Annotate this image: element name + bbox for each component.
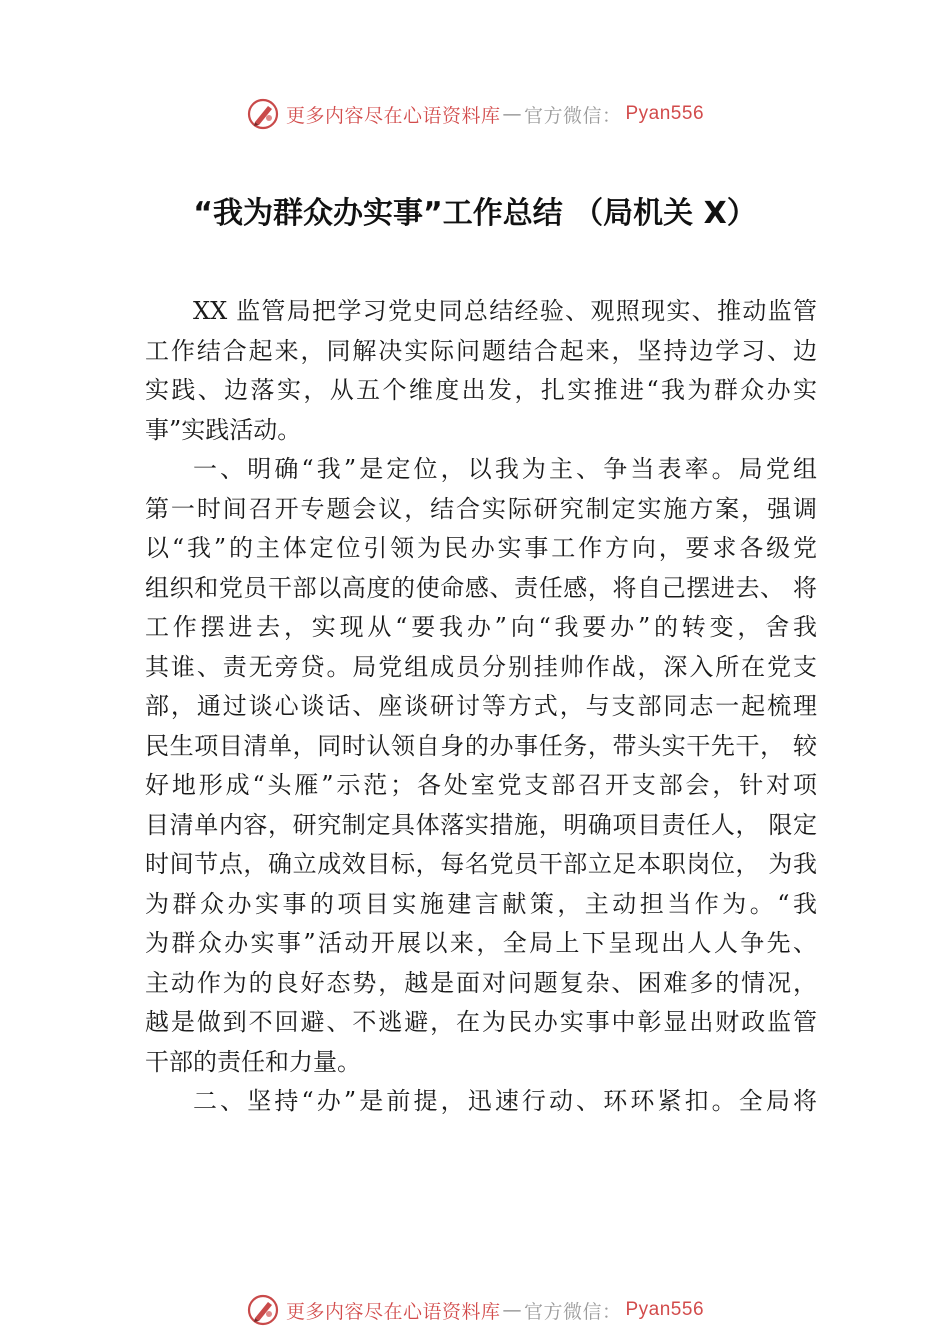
body-line: 时间节点，确立成效目标，每名党员干部立足本职岗位， 为我 [145,850,817,878]
body-line: XX 监管局把学习党史同总结经验、观照现实、推动监管 [193,297,817,325]
header-watermark [0,94,950,134]
body-line: 越是做到不回避、不逃避，在为民办实事中彰显出财政监管 [145,1008,817,1036]
body-line: 二、坚持“办”是前提，迅速行动、环环紧扣。全局将 [193,1087,817,1115]
watermark-main-text: 更多内容尽在心语资料库 [285,104,501,127]
body-line: 工作结合起来，同解决实际问题结合起来，坚持边学习、边 [145,336,817,365]
body-line: 民生项目清单，同时认领自身的办事任务，带头实干先干， 较 [145,731,817,760]
body-line: 其谁、责无旁贷。局党组成员分别挂帅作战，深入所在党支 [145,652,817,681]
body-line: 为群众办实事的项目实施建言献策，主动担当作为。“我 [145,889,817,918]
footer-watermark [0,1290,950,1330]
watermark-wechat-label: 官方微信： [523,1300,622,1323]
watermark-wechat-id: Pyan556 [625,103,705,124]
watermark-main-text: 更多内容尽在心语资料库 [285,1300,501,1323]
body-line: 组织和党员干部以高度的使命感、责任感，将自己摆进去、 将 [145,573,817,602]
body-line: 好地形成“头雁”示范；各处室党支部召开支部会，针对项 [145,771,817,799]
body-line: 部，通过谈心谈话、座谈研讨等方式，与支部同志一起梳理 [145,692,817,720]
watermark-dash: — [502,1299,522,1321]
pen-logo-icon [246,1293,280,1327]
body-line: 主动作为的良好态势，越是面对问题复杂、困难多的情况， [145,968,817,997]
watermark-wechat-id: Pyan556 [625,1299,705,1320]
body-line: 以“我”的主体定位引领为民办实事工作方向，要求各级党 [145,534,817,562]
body-line: 事”实践活动。 [145,415,302,444]
body-line: 为群众办实事”活动开展以来，全局上下呈现出人人争先、 [145,929,817,957]
watermark-dash: — [502,103,522,125]
body-line: 目清单内容，研究制定具体落实措施，明确项目责任人， 限定 [145,810,817,839]
watermark-wechat-label: 官方微信： [523,104,622,127]
body-line: 实践、边落实，从五个维度出发，扎实推进“我为群众办实 [145,376,817,404]
document-body [145,292,817,1122]
pen-logo-icon [246,97,280,131]
body-line: 干部的责任和力量。 [145,1047,361,1076]
document-title: “我为群众办实事”工作总结 （局机关 X） [193,196,757,231]
body-line: 一、明确“我”是定位，以我为主、争当表率。局党组 [193,455,817,483]
body-line: 工作摆进去，实现从“要我办”向“我要办”的转变，舍我 [145,613,817,641]
body-line: 第一时间召开专题会议，结合实际研究制定实施方案，强调 [145,494,817,523]
